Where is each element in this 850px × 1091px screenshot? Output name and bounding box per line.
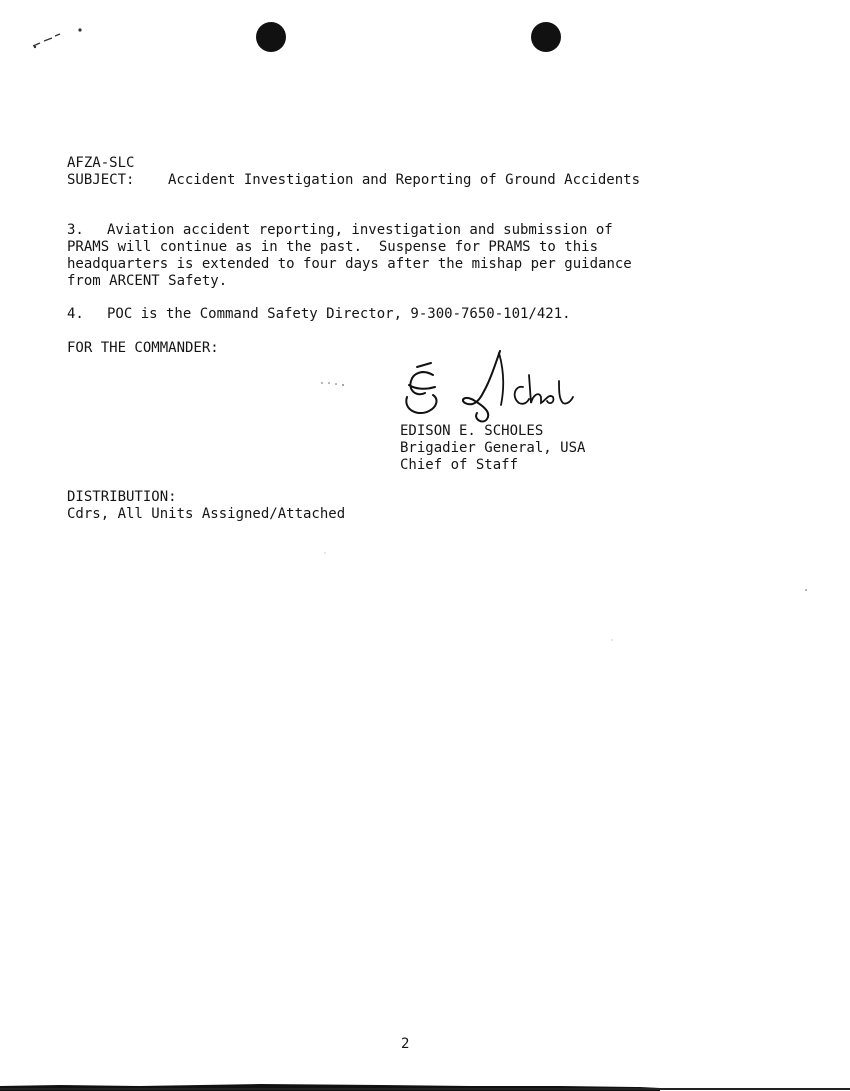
signer-rank: Brigadier General, USA	[400, 440, 586, 456]
scan-bottom-edge	[0, 1077, 850, 1091]
office-symbol: AFZA-SLC	[67, 155, 135, 171]
distribution-label: DISTRIBUTION:	[67, 489, 177, 505]
paragraph-number: 3.	[67, 222, 84, 238]
paragraph-line: from ARCENT Safety.	[67, 273, 228, 289]
paragraph-line: Aviation accident reporting, investigation and submission of	[107, 222, 613, 238]
closing-line: FOR THE COMMANDER:	[67, 340, 219, 356]
signer-name: EDISON E. SCHOLES	[400, 423, 544, 439]
punch-hole-right	[531, 22, 561, 52]
distribution-recipients: Cdrs, All Units Assigned/Attached	[67, 506, 346, 522]
handwritten-signature	[395, 345, 595, 425]
paragraph-line: PRAMS will continue as in the past. Suspense for PRAMS to this	[67, 239, 599, 255]
punch-hole-left	[256, 22, 286, 52]
signer-title: Chief of Staff	[400, 457, 519, 473]
paragraph-number: 4.	[67, 306, 84, 322]
subject-text: Accident Investigation and Reporting of Ground Accidents	[168, 172, 641, 188]
paragraph-line: headquarters is extended to four days after the mishap per guidance	[67, 256, 632, 272]
paragraph-line: POC is the Command Safety Director, 9-300-7650-101/421.	[107, 306, 571, 322]
subject-label: SUBJECT:	[67, 172, 135, 188]
page-number: 2	[401, 1036, 410, 1052]
